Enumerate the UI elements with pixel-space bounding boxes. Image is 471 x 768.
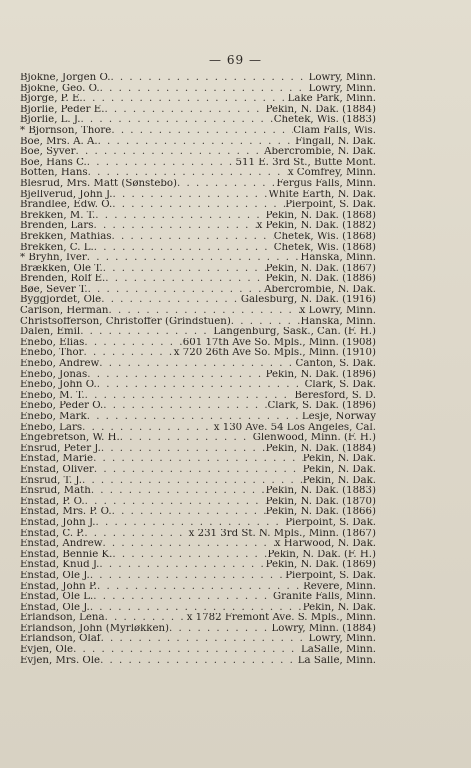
directory-entry — [20, 94, 376, 105]
entry-address: x 720 26th Ave So. Mpls., Minn. (1910) — [173, 348, 376, 359]
directory-entry — [20, 412, 376, 423]
directory-entry — [20, 592, 376, 603]
entry-address: Galesburg, N. Dak. (1916) — [240, 295, 376, 306]
dot-leader — [76, 147, 265, 158]
page-number: — 69 — — [209, 53, 262, 67]
entry-name: Enebo, Lars — [20, 422, 83, 433]
entry-name: Erlandson, John (Myrløkken) — [20, 623, 170, 634]
directory-entry — [20, 613, 376, 624]
dot-leader — [96, 518, 286, 529]
directory-entry — [20, 486, 376, 497]
entry-address: Pierpoint, S. Dak. — [285, 200, 376, 211]
entry-name: Brandlee, Edw. O. — [20, 200, 113, 211]
entry-name: Erlandson, Olaf — [20, 634, 101, 645]
entry-name: Blesrud, Mrs. Matt (Sønstebo) — [20, 178, 177, 189]
directory-entry — [20, 380, 376, 391]
dot-leader — [80, 327, 213, 338]
entry-name: Enstad, P. O. — [20, 496, 85, 507]
directory-entry — [20, 370, 376, 381]
entry-name: Ensrud, T. J. — [20, 475, 82, 486]
directory-entry — [20, 603, 376, 614]
entry-address: Pekin, N. Dak. (1884) — [265, 443, 376, 454]
directory-entry — [20, 401, 376, 412]
entry-address: Langenburg, Sask., Can. (F. H.) — [213, 327, 376, 338]
directory-entry — [20, 497, 376, 508]
entry-name: Carlson, Herman — [20, 306, 109, 317]
dot-leader — [91, 486, 266, 497]
dot-leader — [100, 656, 298, 667]
directory-entry — [20, 264, 376, 275]
entry-name: Brenden, Rolf E. — [20, 274, 106, 285]
entry-address: Lake Park, Minn. — [287, 94, 376, 105]
entry-address: Pekin, N. Dak. (1869) — [265, 560, 376, 571]
dot-leader — [93, 221, 256, 232]
entry-address: Pekin, N. Dak. (1870) — [265, 496, 376, 507]
entry-name: Enstad, Oliver — [20, 464, 94, 475]
dot-leader — [87, 370, 265, 381]
dot-leader — [82, 476, 303, 487]
entry-address: Hanska, Minn. — [300, 316, 376, 327]
entry-name: Bjokne, Geo. O. — [20, 83, 100, 94]
directory-entry — [20, 168, 376, 179]
dot-leader — [108, 306, 299, 317]
directory-entry — [20, 200, 376, 211]
entry-address: Abercrombie, N. Dak. — [264, 147, 376, 158]
dot-leader — [93, 592, 273, 603]
dot-leader — [102, 539, 274, 550]
entry-address: Pekin, N. Dak. — [302, 454, 376, 465]
dot-leader — [112, 550, 267, 561]
dot-leader — [84, 348, 174, 359]
entry-address: Abercrombie, N. Dak. — [264, 284, 376, 295]
dot-leader — [90, 603, 303, 614]
directory-entry — [20, 423, 376, 434]
directory-entry — [20, 221, 376, 232]
entry-name: Brekken, M. T. — [20, 210, 96, 221]
dot-leader — [99, 560, 265, 571]
directory-entry — [20, 645, 376, 656]
directory-entry — [20, 454, 376, 465]
entry-address: Pekin, N. Dak. (1884) — [265, 104, 376, 115]
directory-entry — [20, 539, 376, 550]
entry-name: Brenden, Lars — [20, 221, 94, 232]
directory-entry — [20, 656, 376, 667]
entry-address: Hanska, Minn. — [300, 253, 376, 264]
dot-leader — [103, 401, 267, 412]
entry-name: Enebo, Andrew — [20, 359, 100, 370]
entry-address: LaSalle, Minn. — [301, 645, 376, 656]
dot-leader — [80, 115, 273, 126]
directory-entry — [20, 137, 376, 148]
dot-leader — [85, 497, 266, 508]
entry-name: Enstad, Marie — [20, 454, 94, 465]
entry-address: x Lowry, Minn. — [299, 306, 376, 317]
entry-name: Enebo, Mark — [20, 412, 87, 422]
dot-leader — [83, 94, 288, 105]
directory-entry — [20, 433, 376, 444]
dot-leader — [111, 126, 293, 137]
entry-name: Enstad, John J. — [20, 517, 96, 528]
entry-address: Glenwood, Minn. (F. H.) — [252, 433, 376, 444]
entry-name: Bjorge, P. E. — [20, 94, 83, 105]
directory-entry — [20, 295, 376, 306]
dot-leader — [105, 274, 265, 285]
entry-address: 511 E. 3rd St., Butte Mont. — [235, 157, 376, 168]
entry-address: Pekin, N. Dak. — [302, 602, 376, 613]
entry-address: Lesje, Norway — [301, 412, 376, 422]
entry-name: Enebo, Jonas — [20, 369, 88, 380]
entry-address: Granite Falls, Minn. — [273, 592, 376, 603]
directory-entry — [20, 391, 376, 402]
dot-leader — [93, 454, 303, 465]
entry-name: Botten, Hans — [20, 168, 88, 179]
directory-entry — [20, 306, 376, 317]
dot-leader — [88, 168, 288, 179]
entry-address: Pekin, N. Dak. (1866) — [265, 507, 376, 518]
entry-address: Canton, S. Dak. — [295, 359, 376, 370]
entry-name: Enstad, Bennie K. — [20, 549, 113, 560]
dot-leader — [101, 295, 241, 306]
directory-entry — [20, 582, 376, 593]
dot-leader — [97, 582, 303, 593]
entry-address: Lowry, Minn. — [308, 73, 376, 83]
entry-name: Erlandson, Lena — [20, 613, 105, 624]
directory-entry — [20, 550, 376, 561]
entry-address: Revere, Minn. — [303, 581, 376, 592]
entry-address: Clark, S. Dak. (1896) — [267, 401, 376, 412]
entry-address: Pierpoint, S. Dak. — [285, 570, 376, 581]
directory-entry — [20, 317, 376, 328]
dot-leader — [231, 317, 301, 328]
directory-list — [20, 73, 376, 666]
entry-address: x 130 Ave. 54 Los Angeles, Cal. — [213, 422, 376, 433]
directory-entry — [20, 211, 376, 222]
dot-leader — [103, 264, 266, 275]
entry-address: Fingall, N. Dak. — [295, 136, 376, 147]
directory-entry — [20, 338, 376, 349]
entry-address: Pekin, N. Dak. (1883) — [265, 486, 376, 497]
dot-leader — [112, 507, 266, 518]
dot-leader — [90, 571, 285, 582]
directory-entry — [20, 359, 376, 370]
dot-leader — [94, 243, 274, 254]
entry-name: Enebo, Thor — [20, 348, 84, 359]
entry-address: Pekin, N. Dak. (1896) — [265, 369, 376, 380]
dot-leader — [177, 179, 276, 190]
directory-entry — [20, 147, 376, 158]
dot-leader — [88, 285, 265, 296]
entry-name: Brækken, Ole T. — [20, 263, 103, 274]
entry-address: x 1782 Fremont Ave. S. Mpls., Minn. — [186, 613, 376, 624]
entry-address: Pekin, N. Dak. — [302, 464, 376, 475]
entry-name: Enstad, Ole L. — [20, 592, 94, 603]
dot-leader — [94, 465, 303, 476]
dot-leader — [87, 253, 301, 264]
entry-name: Bjorlie, L. J. — [20, 115, 81, 126]
directory-entry — [20, 327, 376, 338]
directory-entry — [20, 84, 376, 95]
dot-leader — [101, 634, 309, 645]
entry-name: Brekken, Mathias — [20, 231, 112, 242]
directory-entry — [20, 158, 376, 169]
directory-entry — [20, 115, 376, 126]
entry-name: Bjellverud, John J. — [20, 189, 113, 200]
entry-name: Enebo, M. T. — [20, 390, 85, 401]
entry-address: Pekin, N. Dak. (1886) — [265, 274, 376, 285]
entry-name: Dalen, Emil — [20, 327, 81, 338]
entry-name: Enstad, Andrew — [20, 539, 103, 550]
entry-name: Engebretson, W. H. — [20, 433, 120, 444]
entry-address: White Earth, N. Dak. — [268, 189, 376, 200]
entry-name: Ensrud, Peter J. — [20, 443, 101, 454]
dot-leader — [112, 232, 274, 243]
entry-name: Enstad, C. P. — [20, 528, 85, 539]
dot-leader — [98, 137, 296, 148]
entry-name: Bøe, Sever T. — [20, 284, 88, 295]
entry-address: Pierpoint, S. Dak. — [285, 517, 376, 528]
entry-address: Clam Falls, Wis. — [293, 125, 376, 136]
entry-address: Pekin, N. Dak. (F. H.) — [267, 549, 376, 560]
directory-entry — [20, 253, 376, 264]
entry-name: Bjokne, Jorgen O. — [20, 73, 111, 83]
directory-entry — [20, 190, 376, 201]
directory-entry — [20, 571, 376, 582]
entry-address: Fergus Falls, Minn. — [276, 178, 376, 189]
entry-name: Boe, Mrs. A. A. — [20, 136, 98, 147]
dot-leader — [73, 645, 301, 656]
entry-address: Pekin, N. Dak. (1867) — [265, 263, 376, 274]
entry-address: Pekin, N. Dak. — [302, 475, 376, 486]
directory-entry — [20, 624, 376, 635]
directory-entry — [20, 465, 376, 476]
entry-name: Evjen, Ole — [20, 645, 74, 656]
dot-leader — [100, 84, 309, 95]
entry-name: Enebo, Peder O. — [20, 401, 104, 412]
dot-leader — [169, 624, 271, 635]
entry-address: Chetek, Wis. (1868) — [273, 242, 376, 253]
dot-leader — [87, 158, 236, 169]
dot-leader — [82, 423, 214, 434]
entry-name: Enstad, Ole J. — [20, 570, 90, 581]
entry-name: Enstad, Mrs. P. O. — [20, 507, 112, 518]
dot-leader — [101, 444, 266, 455]
dot-leader — [105, 613, 187, 624]
directory-entry — [20, 179, 376, 190]
dot-leader — [113, 190, 269, 201]
directory-entry — [20, 232, 376, 243]
entry-address: Beresford, S. D. — [294, 390, 376, 401]
dot-leader — [110, 73, 308, 84]
entry-name: Enebo, Elias — [20, 337, 85, 348]
dot-leader — [104, 105, 265, 116]
directory-entry — [20, 243, 376, 254]
entry-address: x Comfrey, Minn. — [287, 168, 376, 179]
directory-entry — [20, 105, 376, 116]
entry-address: Lowry, Minn. — [308, 83, 376, 94]
entry-address: x Pekin, N. Dak. (1882) — [256, 221, 376, 232]
entry-name: * Bryhn, Iver — [20, 253, 87, 264]
directory-entry — [20, 274, 376, 285]
entry-name: Boe, Syver — [20, 147, 76, 158]
dot-leader — [95, 211, 265, 222]
entry-name: * Bjornson, Thore — [20, 125, 112, 136]
directory-entry — [20, 560, 376, 571]
dot-leader — [84, 529, 188, 540]
entry-address: Pekin, N. Dak. (1868) — [265, 210, 376, 221]
directory-entry — [20, 529, 376, 540]
directory-entry — [20, 634, 376, 645]
entry-address: La Salle, Minn. — [297, 655, 376, 666]
entry-address: Chetek, Wis. (1883) — [273, 115, 376, 126]
dot-leader — [85, 391, 295, 402]
entry-address: x 231 3rd St. N. Mpls., Minn. (1867) — [188, 528, 376, 539]
dot-leader — [84, 338, 182, 349]
directory-entry — [20, 126, 376, 137]
entry-name: Brekken, C. L. — [20, 242, 94, 253]
entry-name: Ensrud, Math — [20, 486, 91, 497]
directory-entry — [20, 73, 376, 84]
dot-leader — [120, 433, 253, 444]
entry-name: Boe, Hans C. — [20, 157, 87, 168]
dot-leader — [99, 359, 295, 370]
entry-address: 601 17th Ave So. Mpls., Minn. (1908) — [182, 337, 376, 348]
dot-leader — [112, 200, 285, 211]
entry-name: Enebo, John O. — [20, 380, 97, 391]
entry-address: x Harwood, N. Dak. — [274, 539, 376, 550]
entry-name: Enstad, Knud J. — [20, 560, 100, 571]
directory-entry — [20, 444, 376, 455]
entry-name: Evjen, Mrs. Ole — [20, 655, 101, 666]
entry-address: Chetek, Wis. (1868) — [273, 231, 376, 242]
directory-entry — [20, 285, 376, 296]
entry-name: Bjorlie, Peder E. — [20, 104, 105, 115]
dot-leader — [97, 380, 305, 391]
dot-leader — [87, 412, 302, 423]
entry-name: Byggjordet, Ole — [20, 295, 102, 306]
entry-address: Lowry, Minn. (1884) — [271, 623, 376, 634]
directory-entry — [20, 348, 376, 359]
directory-entry — [20, 507, 376, 518]
entry-address: Lowry, Minn. — [308, 634, 376, 645]
entry-name: Christsofferson, Christoffer (Grindstuen) — [20, 316, 231, 327]
entry-name: Enstad, John P. — [20, 581, 97, 592]
directory-entry — [20, 518, 376, 529]
directory-entry — [20, 476, 376, 487]
entry-name: Enstad, Ole J. — [20, 602, 90, 613]
entry-address: Clark, S. Dak. — [304, 380, 376, 391]
